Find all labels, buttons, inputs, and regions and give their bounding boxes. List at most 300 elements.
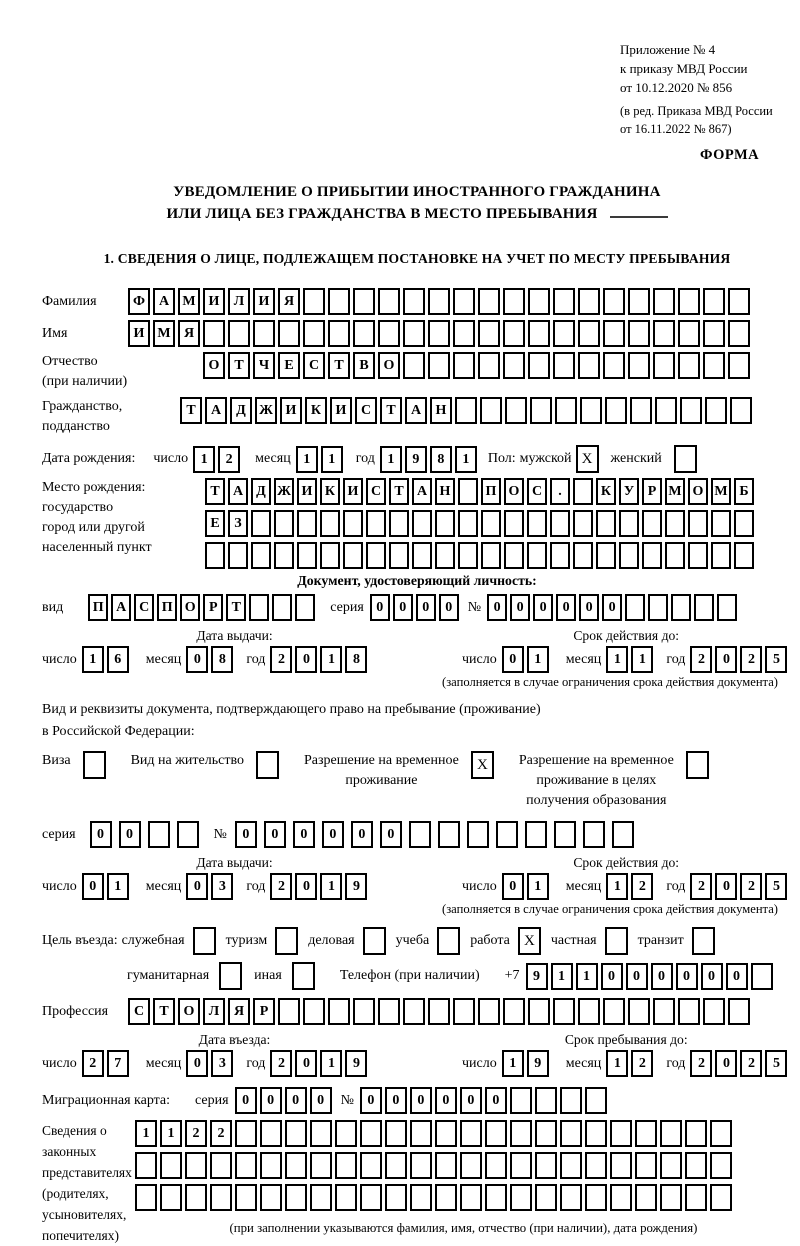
- char-cell[interactable]: 0: [82, 873, 104, 900]
- char-cell[interactable]: 3: [211, 873, 233, 900]
- char-cell[interactable]: [585, 1184, 607, 1211]
- char-cell[interactable]: 0: [293, 821, 315, 848]
- char-cell[interactable]: [453, 998, 475, 1025]
- char-cell[interactable]: [403, 320, 425, 347]
- title-blank-line[interactable]: [610, 204, 668, 218]
- char-cell[interactable]: 1: [296, 446, 318, 473]
- char-cell[interactable]: Н: [430, 397, 452, 424]
- char-cell[interactable]: [310, 1120, 332, 1147]
- char-cell[interactable]: [235, 1184, 257, 1211]
- char-cell[interactable]: [510, 1184, 532, 1211]
- char-cell[interactable]: Т: [180, 397, 202, 424]
- char-cell[interactable]: [435, 1120, 457, 1147]
- char-cell[interactable]: 0: [556, 594, 576, 621]
- char-cell[interactable]: [460, 1120, 482, 1147]
- char-cell[interactable]: 0: [385, 1087, 407, 1114]
- char-cell[interactable]: [335, 1120, 357, 1147]
- char-cell[interactable]: [478, 998, 500, 1025]
- char-cell[interactable]: И: [253, 288, 275, 315]
- char-cell[interactable]: К: [320, 478, 340, 505]
- char-cell[interactable]: Т: [205, 478, 225, 505]
- char-cell[interactable]: 0: [119, 821, 141, 848]
- char-cell[interactable]: 0: [351, 821, 373, 848]
- char-cell[interactable]: [485, 1152, 507, 1179]
- char-cell[interactable]: У: [619, 478, 639, 505]
- char-cell[interactable]: [635, 1184, 657, 1211]
- char-cell[interactable]: [530, 397, 552, 424]
- char-cell[interactable]: [503, 288, 525, 315]
- char-cell[interactable]: [428, 998, 450, 1025]
- char-cell[interactable]: [728, 998, 750, 1025]
- sex-female-checkbox[interactable]: [674, 445, 697, 473]
- char-cell[interactable]: [435, 510, 455, 537]
- char-cell[interactable]: [685, 1152, 707, 1179]
- char-cell[interactable]: [585, 1087, 607, 1114]
- char-cell[interactable]: [403, 352, 425, 379]
- char-cell[interactable]: [249, 594, 269, 621]
- purpose-other-checkbox[interactable]: [292, 962, 315, 990]
- char-cell[interactable]: [578, 352, 600, 379]
- char-cell[interactable]: 2: [690, 646, 712, 673]
- char-cell[interactable]: [385, 1152, 407, 1179]
- char-cell[interactable]: Т: [389, 478, 409, 505]
- char-cell[interactable]: [510, 1120, 532, 1147]
- char-cell[interactable]: [734, 542, 754, 569]
- char-cell[interactable]: Ф: [128, 288, 150, 315]
- char-cell[interactable]: 0: [186, 646, 208, 673]
- char-cell[interactable]: [403, 998, 425, 1025]
- char-cell[interactable]: [642, 510, 662, 537]
- char-cell[interactable]: [496, 821, 518, 848]
- char-cell[interactable]: [185, 1152, 207, 1179]
- char-cell[interactable]: [251, 510, 271, 537]
- char-cell[interactable]: В: [353, 352, 375, 379]
- char-cell[interactable]: [343, 542, 363, 569]
- char-cell[interactable]: [455, 397, 477, 424]
- char-cell[interactable]: [560, 1152, 582, 1179]
- char-cell[interactable]: 0: [370, 594, 390, 621]
- char-cell[interactable]: П: [157, 594, 177, 621]
- char-cell[interactable]: 1: [321, 446, 343, 473]
- char-cell[interactable]: [389, 510, 409, 537]
- char-cell[interactable]: [210, 1152, 232, 1179]
- char-cell[interactable]: 5: [765, 873, 787, 900]
- char-cell[interactable]: 1: [380, 446, 402, 473]
- char-cell[interactable]: Т: [228, 352, 250, 379]
- char-cell[interactable]: Ж: [255, 397, 277, 424]
- char-cell[interactable]: [503, 998, 525, 1025]
- char-cell[interactable]: Я: [278, 288, 300, 315]
- char-cell[interactable]: [525, 821, 547, 848]
- char-cell[interactable]: [297, 542, 317, 569]
- char-cell[interactable]: [619, 510, 639, 537]
- char-cell[interactable]: 1: [631, 646, 653, 673]
- char-cell[interactable]: 0: [626, 963, 648, 990]
- char-cell[interactable]: [580, 397, 602, 424]
- char-cell[interactable]: [203, 320, 225, 347]
- char-cell[interactable]: 0: [260, 1087, 282, 1114]
- char-cell[interactable]: Я: [228, 998, 250, 1025]
- char-cell[interactable]: 0: [602, 594, 622, 621]
- char-cell[interactable]: С: [128, 998, 150, 1025]
- char-cell[interactable]: [295, 594, 315, 621]
- char-cell[interactable]: [303, 320, 325, 347]
- char-cell[interactable]: 1: [527, 873, 549, 900]
- char-cell[interactable]: [653, 998, 675, 1025]
- char-cell[interactable]: П: [88, 594, 108, 621]
- char-cell[interactable]: 3: [211, 1050, 233, 1077]
- char-cell[interactable]: [694, 594, 714, 621]
- char-cell[interactable]: А: [153, 288, 175, 315]
- char-cell[interactable]: [665, 542, 685, 569]
- char-cell[interactable]: И: [280, 397, 302, 424]
- char-cell[interactable]: [480, 397, 502, 424]
- char-cell[interactable]: [717, 594, 737, 621]
- char-cell[interactable]: [328, 288, 350, 315]
- char-cell[interactable]: [272, 594, 292, 621]
- char-cell[interactable]: [553, 998, 575, 1025]
- char-cell[interactable]: 2: [740, 873, 762, 900]
- char-cell[interactable]: [503, 320, 525, 347]
- char-cell[interactable]: 0: [235, 821, 257, 848]
- char-cell[interactable]: [353, 320, 375, 347]
- char-cell[interactable]: [703, 288, 725, 315]
- char-cell[interactable]: [653, 352, 675, 379]
- char-cell[interactable]: [625, 594, 645, 621]
- char-cell[interactable]: 0: [90, 821, 112, 848]
- purpose-private-checkbox[interactable]: [605, 927, 628, 955]
- char-cell[interactable]: Р: [642, 478, 662, 505]
- char-cell[interactable]: 0: [380, 821, 402, 848]
- char-cell[interactable]: [303, 998, 325, 1025]
- char-cell[interactable]: 1: [320, 1050, 342, 1077]
- char-cell[interactable]: [555, 397, 577, 424]
- char-cell[interactable]: [385, 1120, 407, 1147]
- char-cell[interactable]: А: [412, 478, 432, 505]
- char-cell[interactable]: [360, 1184, 382, 1211]
- char-cell[interactable]: 2: [270, 646, 292, 673]
- char-cell[interactable]: [528, 352, 550, 379]
- char-cell[interactable]: [603, 288, 625, 315]
- char-cell[interactable]: [628, 998, 650, 1025]
- char-cell[interactable]: [578, 320, 600, 347]
- char-cell[interactable]: 0: [295, 873, 317, 900]
- char-cell[interactable]: [603, 998, 625, 1025]
- permit-education-checkbox[interactable]: [686, 751, 709, 779]
- char-cell[interactable]: [320, 510, 340, 537]
- char-cell[interactable]: [728, 288, 750, 315]
- char-cell[interactable]: [535, 1120, 557, 1147]
- char-cell[interactable]: [665, 510, 685, 537]
- char-cell[interactable]: [467, 821, 489, 848]
- char-cell[interactable]: [585, 1120, 607, 1147]
- char-cell[interactable]: [528, 288, 550, 315]
- char-cell[interactable]: 2: [270, 873, 292, 900]
- char-cell[interactable]: [503, 352, 525, 379]
- char-cell[interactable]: [410, 1184, 432, 1211]
- char-cell[interactable]: Е: [278, 352, 300, 379]
- char-cell[interactable]: И: [297, 478, 317, 505]
- char-cell[interactable]: [177, 821, 199, 848]
- purpose-transit-checkbox[interactable]: [692, 927, 715, 955]
- char-cell[interactable]: Ч: [253, 352, 275, 379]
- char-cell[interactable]: О: [688, 478, 708, 505]
- char-cell[interactable]: 0: [726, 963, 748, 990]
- char-cell[interactable]: [578, 288, 600, 315]
- char-cell[interactable]: [160, 1184, 182, 1211]
- char-cell[interactable]: [460, 1152, 482, 1179]
- char-cell[interactable]: И: [128, 320, 150, 347]
- char-cell[interactable]: [610, 1120, 632, 1147]
- char-cell[interactable]: [260, 1184, 282, 1211]
- char-cell[interactable]: 0: [601, 963, 623, 990]
- char-cell[interactable]: [619, 542, 639, 569]
- char-cell[interactable]: [610, 1152, 632, 1179]
- char-cell[interactable]: [685, 1184, 707, 1211]
- char-cell[interactable]: [360, 1152, 382, 1179]
- purpose-work-checkbox[interactable]: X: [518, 927, 541, 955]
- char-cell[interactable]: [228, 320, 250, 347]
- char-cell[interactable]: Я: [178, 320, 200, 347]
- char-cell[interactable]: [410, 1152, 432, 1179]
- char-cell[interactable]: [560, 1087, 582, 1114]
- char-cell[interactable]: [553, 320, 575, 347]
- char-cell[interactable]: [610, 1184, 632, 1211]
- char-cell[interactable]: А: [205, 397, 227, 424]
- char-cell[interactable]: 0: [186, 1050, 208, 1077]
- char-cell[interactable]: [751, 963, 773, 990]
- char-cell[interactable]: [458, 542, 478, 569]
- char-cell[interactable]: 9: [526, 963, 548, 990]
- char-cell[interactable]: [528, 998, 550, 1025]
- char-cell[interactable]: [550, 542, 570, 569]
- char-cell[interactable]: 0: [393, 594, 413, 621]
- char-cell[interactable]: [458, 478, 478, 505]
- char-cell[interactable]: 1: [606, 646, 628, 673]
- char-cell[interactable]: [478, 288, 500, 315]
- char-cell[interactable]: [310, 1184, 332, 1211]
- char-cell[interactable]: 2: [218, 446, 240, 473]
- char-cell[interactable]: 8: [430, 446, 452, 473]
- char-cell[interactable]: С: [527, 478, 547, 505]
- char-cell[interactable]: [596, 542, 616, 569]
- char-cell[interactable]: 0: [485, 1087, 507, 1114]
- purpose-business-checkbox[interactable]: [363, 927, 386, 955]
- purpose-humanitarian-checkbox[interactable]: [219, 962, 242, 990]
- char-cell[interactable]: [655, 397, 677, 424]
- char-cell[interactable]: П: [481, 478, 501, 505]
- permit-visa-checkbox[interactable]: [83, 751, 106, 779]
- char-cell[interactable]: [648, 594, 668, 621]
- char-cell[interactable]: [481, 510, 501, 537]
- char-cell[interactable]: [730, 397, 752, 424]
- char-cell[interactable]: 9: [345, 1050, 367, 1077]
- char-cell[interactable]: 0: [285, 1087, 307, 1114]
- char-cell[interactable]: [728, 320, 750, 347]
- char-cell[interactable]: 0: [310, 1087, 332, 1114]
- char-cell[interactable]: 0: [502, 873, 524, 900]
- char-cell[interactable]: 0: [186, 873, 208, 900]
- char-cell[interactable]: С: [355, 397, 377, 424]
- char-cell[interactable]: [635, 1120, 657, 1147]
- char-cell[interactable]: [527, 510, 547, 537]
- char-cell[interactable]: О: [178, 998, 200, 1025]
- permit-residence-checkbox[interactable]: [256, 751, 279, 779]
- char-cell[interactable]: 0: [360, 1087, 382, 1114]
- char-cell[interactable]: [335, 1152, 357, 1179]
- char-cell[interactable]: 7: [107, 1050, 129, 1077]
- char-cell[interactable]: [585, 1152, 607, 1179]
- char-cell[interactable]: [680, 397, 702, 424]
- char-cell[interactable]: И: [343, 478, 363, 505]
- char-cell[interactable]: [505, 397, 527, 424]
- char-cell[interactable]: 0: [715, 646, 737, 673]
- char-cell[interactable]: 0: [264, 821, 286, 848]
- char-cell[interactable]: [711, 510, 731, 537]
- char-cell[interactable]: [285, 1120, 307, 1147]
- char-cell[interactable]: [335, 1184, 357, 1211]
- char-cell[interactable]: [573, 510, 593, 537]
- char-cell[interactable]: [583, 821, 605, 848]
- char-cell[interactable]: Ж: [274, 478, 294, 505]
- char-cell[interactable]: [535, 1184, 557, 1211]
- char-cell[interactable]: [378, 998, 400, 1025]
- char-cell[interactable]: 5: [765, 1050, 787, 1077]
- char-cell[interactable]: [328, 320, 350, 347]
- char-cell[interactable]: М: [153, 320, 175, 347]
- char-cell[interactable]: 1: [576, 963, 598, 990]
- char-cell[interactable]: 2: [631, 873, 653, 900]
- char-cell[interactable]: 9: [527, 1050, 549, 1077]
- char-cell[interactable]: [660, 1152, 682, 1179]
- char-cell[interactable]: [343, 510, 363, 537]
- char-cell[interactable]: 1: [527, 646, 549, 673]
- char-cell[interactable]: 8: [345, 646, 367, 673]
- char-cell[interactable]: [603, 352, 625, 379]
- char-cell[interactable]: [612, 821, 634, 848]
- char-cell[interactable]: [535, 1152, 557, 1179]
- char-cell[interactable]: Н: [435, 478, 455, 505]
- char-cell[interactable]: Р: [253, 998, 275, 1025]
- char-cell[interactable]: 2: [82, 1050, 104, 1077]
- char-cell[interactable]: 1: [320, 646, 342, 673]
- char-cell[interactable]: [378, 320, 400, 347]
- char-cell[interactable]: [603, 320, 625, 347]
- char-cell[interactable]: [260, 1152, 282, 1179]
- char-cell[interactable]: [185, 1184, 207, 1211]
- char-cell[interactable]: [510, 1152, 532, 1179]
- char-cell[interactable]: [253, 320, 275, 347]
- char-cell[interactable]: 6: [107, 646, 129, 673]
- char-cell[interactable]: 1: [455, 446, 477, 473]
- char-cell[interactable]: 0: [651, 963, 673, 990]
- char-cell[interactable]: [678, 998, 700, 1025]
- char-cell[interactable]: М: [711, 478, 731, 505]
- char-cell[interactable]: 0: [295, 1050, 317, 1077]
- char-cell[interactable]: [642, 542, 662, 569]
- char-cell[interactable]: [550, 510, 570, 537]
- char-cell[interactable]: С: [303, 352, 325, 379]
- char-cell[interactable]: [678, 288, 700, 315]
- char-cell[interactable]: Т: [226, 594, 246, 621]
- char-cell[interactable]: Б: [734, 478, 754, 505]
- char-cell[interactable]: [728, 352, 750, 379]
- char-cell[interactable]: [628, 352, 650, 379]
- char-cell[interactable]: [274, 510, 294, 537]
- char-cell[interactable]: Т: [328, 352, 350, 379]
- char-cell[interactable]: 1: [135, 1120, 157, 1147]
- char-cell[interactable]: 0: [502, 646, 524, 673]
- char-cell[interactable]: 0: [295, 646, 317, 673]
- char-cell[interactable]: [596, 510, 616, 537]
- char-cell[interactable]: [385, 1184, 407, 1211]
- char-cell[interactable]: 0: [715, 873, 737, 900]
- char-cell[interactable]: [278, 320, 300, 347]
- char-cell[interactable]: [678, 320, 700, 347]
- char-cell[interactable]: [478, 352, 500, 379]
- char-cell[interactable]: [389, 542, 409, 569]
- char-cell[interactable]: [504, 542, 524, 569]
- char-cell[interactable]: [458, 510, 478, 537]
- char-cell[interactable]: [703, 352, 725, 379]
- char-cell[interactable]: [660, 1184, 682, 1211]
- char-cell[interactable]: [205, 542, 225, 569]
- char-cell[interactable]: [260, 1120, 282, 1147]
- char-cell[interactable]: А: [111, 594, 131, 621]
- char-cell[interactable]: [535, 1087, 557, 1114]
- char-cell[interactable]: [553, 288, 575, 315]
- char-cell[interactable]: [660, 1120, 682, 1147]
- char-cell[interactable]: [453, 288, 475, 315]
- char-cell[interactable]: О: [203, 352, 225, 379]
- char-cell[interactable]: 9: [405, 446, 427, 473]
- char-cell[interactable]: 1: [551, 963, 573, 990]
- char-cell[interactable]: [353, 288, 375, 315]
- char-cell[interactable]: [710, 1120, 732, 1147]
- char-cell[interactable]: [635, 1152, 657, 1179]
- char-cell[interactable]: [688, 542, 708, 569]
- char-cell[interactable]: 1: [82, 646, 104, 673]
- char-cell[interactable]: А: [405, 397, 427, 424]
- char-cell[interactable]: [734, 510, 754, 537]
- char-cell[interactable]: [671, 594, 691, 621]
- char-cell[interactable]: [353, 998, 375, 1025]
- char-cell[interactable]: 0: [435, 1087, 457, 1114]
- char-cell[interactable]: 1: [160, 1120, 182, 1147]
- char-cell[interactable]: 2: [740, 1050, 762, 1077]
- char-cell[interactable]: [478, 320, 500, 347]
- char-cell[interactable]: И: [203, 288, 225, 315]
- char-cell[interactable]: 8: [211, 646, 233, 673]
- char-cell[interactable]: .: [550, 478, 570, 505]
- char-cell[interactable]: [251, 542, 271, 569]
- char-cell[interactable]: [453, 352, 475, 379]
- char-cell[interactable]: [412, 542, 432, 569]
- char-cell[interactable]: А: [228, 478, 248, 505]
- char-cell[interactable]: 1: [502, 1050, 524, 1077]
- char-cell[interactable]: [228, 542, 248, 569]
- char-cell[interactable]: С: [134, 594, 154, 621]
- char-cell[interactable]: 0: [410, 1087, 432, 1114]
- char-cell[interactable]: 0: [701, 963, 723, 990]
- char-cell[interactable]: [481, 542, 501, 569]
- char-cell[interactable]: [438, 821, 460, 848]
- char-cell[interactable]: [710, 1152, 732, 1179]
- char-cell[interactable]: 0: [676, 963, 698, 990]
- char-cell[interactable]: 0: [322, 821, 344, 848]
- char-cell[interactable]: М: [665, 478, 685, 505]
- char-cell[interactable]: 2: [690, 873, 712, 900]
